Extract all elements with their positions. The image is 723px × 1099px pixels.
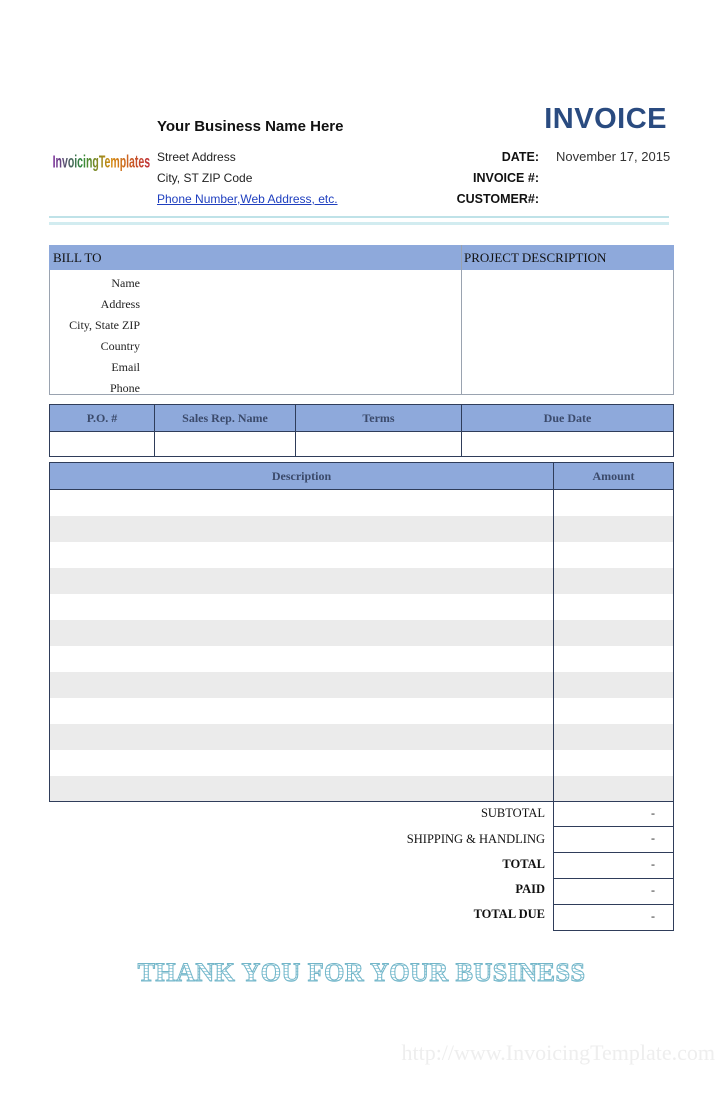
amount-cell[interactable] xyxy=(554,750,674,776)
paid-label: PAID xyxy=(515,882,545,896)
bill-to-divider xyxy=(461,245,462,395)
bill-to-heading: BILL TO xyxy=(53,250,102,265)
description-cell[interactable] xyxy=(50,776,554,802)
table-row xyxy=(50,516,674,542)
table-row xyxy=(50,750,674,776)
header-rule xyxy=(49,216,669,218)
invoice-number-label: INVOICE #: xyxy=(473,171,539,185)
table-row xyxy=(50,698,674,724)
description-cell[interactable] xyxy=(50,516,554,542)
shipping-label: SHIPPING & HANDLING xyxy=(406,832,545,846)
terms-header: Terms xyxy=(296,405,462,432)
table-row xyxy=(50,724,674,750)
amount-cell[interactable] xyxy=(554,724,674,750)
amount-cell[interactable] xyxy=(554,646,674,672)
total-box[interactable] xyxy=(553,853,674,879)
subtotal-box[interactable] xyxy=(553,801,674,827)
table-row xyxy=(50,490,674,516)
paid-value: - xyxy=(651,883,655,897)
description-cell[interactable] xyxy=(50,594,554,620)
description-cell[interactable] xyxy=(50,646,554,672)
contact-link[interactable]: Phone Number,Web Address, etc. xyxy=(157,192,338,206)
po-number-cell[interactable] xyxy=(50,432,155,457)
description-cell[interactable] xyxy=(50,750,554,776)
logo-text: InvoicingTemplates xyxy=(52,152,151,173)
order-info-table xyxy=(49,404,674,457)
table-row xyxy=(50,776,674,802)
subtotal-value: - xyxy=(651,806,655,820)
terms-cell[interactable] xyxy=(296,432,462,457)
table-row xyxy=(50,646,674,672)
invoice-title: INVOICE xyxy=(544,103,667,135)
description-cell[interactable] xyxy=(50,724,554,750)
total-value: - xyxy=(651,857,655,871)
city-state-zip: City, ST ZIP Code xyxy=(157,171,253,185)
bill-field-country: Country xyxy=(100,339,140,353)
business-name: Your Business Name Here xyxy=(157,118,344,135)
bill-field-name: Name xyxy=(111,276,140,290)
watermark: http://www.InvoicingTemplate.com xyxy=(401,1040,715,1065)
amount-cell[interactable] xyxy=(554,672,674,698)
shipping-value: - xyxy=(651,831,655,845)
table-row xyxy=(50,672,674,698)
amount-cell[interactable] xyxy=(554,698,674,724)
bill-to-header xyxy=(49,245,674,270)
sales-rep-header: Sales Rep. Name xyxy=(155,405,296,432)
amount-header: Amount xyxy=(554,463,674,490)
description-cell[interactable] xyxy=(50,568,554,594)
due-date-cell[interactable] xyxy=(462,432,674,457)
logo xyxy=(52,140,152,184)
project-description-heading: PROJECT DESCRIPTION xyxy=(464,250,607,265)
line-items-table xyxy=(49,462,674,802)
amount-cell[interactable] xyxy=(554,568,674,594)
due-date-header: Due Date xyxy=(462,405,674,432)
header-rule-secondary xyxy=(49,222,669,225)
description-cell[interactable] xyxy=(50,672,554,698)
date-value[interactable]: November 17, 2015 xyxy=(556,149,671,164)
sales-rep-cell[interactable] xyxy=(155,432,296,457)
description-cell[interactable] xyxy=(50,620,554,646)
amount-cell[interactable] xyxy=(554,542,674,568)
total-due-label: TOTAL DUE xyxy=(473,907,545,921)
total-due-box[interactable] xyxy=(553,905,674,931)
table-row xyxy=(50,542,674,568)
bill-field-city-state-zip: City, State ZIP xyxy=(69,318,140,332)
paid-box[interactable] xyxy=(553,879,674,905)
shipping-box[interactable] xyxy=(553,827,674,853)
description-cell[interactable] xyxy=(50,490,554,516)
table-row xyxy=(50,568,674,594)
thank-you-text: THANK YOU FOR YOUR BUSINESS xyxy=(137,958,586,987)
amount-cell[interactable] xyxy=(554,516,674,542)
table-row xyxy=(50,594,674,620)
amount-cell[interactable] xyxy=(554,620,674,646)
street-address: Street Address xyxy=(157,150,236,164)
bill-field-email: Email xyxy=(111,360,140,374)
total-due-value: - xyxy=(651,909,655,923)
thank-you-message xyxy=(0,958,723,988)
table-row xyxy=(50,620,674,646)
description-cell[interactable] xyxy=(50,542,554,568)
amount-cell[interactable] xyxy=(554,594,674,620)
customer-number-label: CUSTOMER#: xyxy=(456,192,539,206)
amount-cell[interactable] xyxy=(554,776,674,802)
amount-cell[interactable] xyxy=(554,490,674,516)
date-label: DATE: xyxy=(501,150,539,164)
bill-field-phone: Phone xyxy=(110,381,140,395)
description-header: Description xyxy=(50,463,554,490)
po-number-header: P.O. # xyxy=(50,405,155,432)
bill-field-address: Address xyxy=(100,297,140,311)
total-label: TOTAL xyxy=(502,857,545,871)
subtotal-label: SUBTOTAL xyxy=(480,806,545,820)
description-cell[interactable] xyxy=(50,698,554,724)
